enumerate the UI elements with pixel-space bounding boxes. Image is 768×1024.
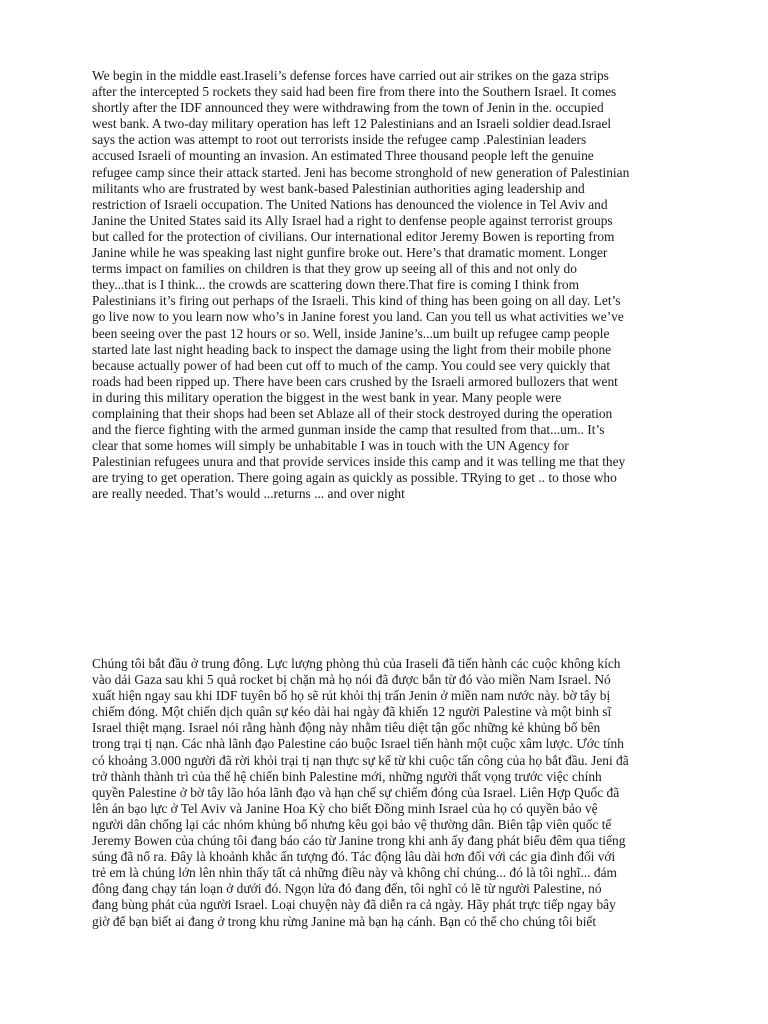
text-line: đang bùng phát của người Israel. Loại chuyện này đã diễn ra cả ngày. Hãy phát trực tiếp ngay bây [92,897,616,913]
text-line: Palestinians it’s firing out perhaps of the Israeli. This kind of thing has been going on all day. Let’s [92,293,621,309]
text-line: complaining that their shops had been set Ablaze all of their stock destroyed during the operation [92,405,613,421]
text-line: chiếm đóng. Một chiến dịch quân sự kéo dài hai ngày đã khiến 12 người Palestine và một binh sĩ [92,704,612,720]
text-line: are trying to get operation. There going again as quickly as possible. TRying to get .. to those who [92,470,617,486]
text-line: Palestinian refugees unura and that provide services inside this camp and it was telling me that they [92,454,626,470]
text-line: vào dải Gaza sau khi 5 quả rocket bị chặn mà họ nói đã được bắn từ đó vào miền Nam Israel. Nó [92,672,611,688]
english-transcript-paragraph [92,68,692,503]
text-line: refugee camp since their attack started. Jeni has become stronghold of new generation of Palestinian [92,164,630,180]
text-line: lên án bạo lực ở Tel Aviv và Janine Hoa Kỳ cho biết Đồng minh Israel của họ có quyền bảo vệ [92,800,598,816]
text-line: been seeing over the past 12 hours or so. Well, inside Janine’s...um built up refugee camp people [92,325,610,341]
text-line: shortly after the IDF announced they were withdrawing from the town of Jenin in the. occupied [92,100,604,116]
text-line: We begin in the middle east.Iraseli’s defense forces have carried out air strikes on the gaza strips [92,68,609,83]
text-line: có khoảng 3.000 người đã rời khỏi trại tị nạn thực sự kể từ khi cuộc tấn công của họ bắt đầu. Jeni đã [92,752,629,768]
text-line: and the fierce fighting with the armed gunman inside the camp that resulted from that...um.. It’s [92,422,605,438]
text-line: trở thành thành trì của thế hệ chiến binh Palestine mới, những người thất vọng trước việc chính [92,768,602,784]
text-line: giờ để bạn biết ai đang ở trong khu rừng Janine mà bạn hạ cánh. Bạn có thể cho chúng tôi biết [92,913,597,929]
text-line: trong trại tị nạn. Các nhà lãnh đạo Palestine cáo buộc Israel tiến hành một cuộc xâm lược. Ước tính [92,736,624,752]
text-line: accused Israeli of mounting an invasion. An estimated Three thousand people left the genuine [92,148,594,164]
text-line: Janine while he was speaking last night gunfire broke out. Here’s that dramatic moment. Longer [92,245,608,261]
text-line: người dân chống lại các nhóm khủng bố nhưng kêu gọi bảo vệ thường dân. Biên tập viên quốc tế [92,816,612,832]
text-line: after the intercepted 5 rockets they said had been fire from there into the Southern Israel. It comes [92,84,617,100]
text-line: Janine the United States said its Ally Israel had a right to denfense people against terrorist groups [92,212,613,228]
text-line: Israel thiệt mạng. Israel nói rằng hành động này nhằm tiêu diệt tận gốc những kẻ khủng bố bên [92,720,601,736]
text-line: clear that some homes will simply be unhabitable I was in touch with the UN Agency for [92,438,569,454]
text-line: in during this military operation the biggest in the west bank in year. Many people were [92,389,562,405]
text-line: terms impact on families on children is that they grow up seeing all of this and not only do [92,261,577,277]
text-line: súng đã nổ ra. Đây là khoảnh khắc ấn tượng đó. Tác động lâu dài hơn đối với các gia đình đối với [92,849,616,865]
text-line: đông đang chạy tán loạn ở dưới đó. Ngọn lửa đó đang đến, tôi nghĩ có lẽ từ người Palestine, nó [92,881,602,897]
text-line: Jeremy Bowen của chúng tôi đang báo cáo từ Janine trong khi anh ấy đang phát biểu đêm qua tiếng [92,833,626,849]
text-line: quyền Palestine ở bờ tây lão hóa lãnh đạo và hạn chế sự chiếm đóng của Israel. Liên Hợp Quốc đã [92,784,620,800]
text-line: roads had been ripped up. There have been cars crushed by the Israeli armored bullozers that went [92,373,618,389]
text-line: but called for the protection of civilians. Our international editor Jeremy Bowen is reporting from [92,228,615,244]
text-line: because actually power of had been cut off to much of the camp. You could see very quickly that [92,357,611,373]
text-line: militants who are frustrated by west bank-based Palestinian authorities aging leadership and [92,180,585,196]
text-line: restriction of Israeli occupation. The United Nations has denounced the violence in Tel Aviv and [92,196,608,212]
text-line: trẻ em là chúng lớn lên nhìn thấy tất cả những điều này và không chỉ chúng... đó là tôi nghĩ... đám [92,865,617,881]
text-line: go live now to you learn now who’s in Janine forest you land. Can you tell us what activities we’ve [92,309,624,325]
text-line: started late last night heading back to inspect the damage using the light from their mobile phone [92,341,612,357]
vietnamese-translation-paragraph [92,656,692,930]
text-line: xuất hiện ngay sau khi IDF tuyên bố họ sẽ rút khỏi thị trấn Jenin ở miền nam nước này. bờ tây bị [92,688,611,704]
text-line: says the action was attempt to root out terrorists inside the refugee camp .Palestinian leaders [92,132,587,148]
text-line: are really needed. That’s would ...returns ... and over night [92,486,405,502]
text-line: they...that is I think... the crowds are scattering down there.That fire is coming I think from [92,277,580,293]
text-line: Chúng tôi bắt đầu ở trung đông. Lực lượng phòng thủ của Iraseli đã tiến hành các cuộc không kích [92,656,621,671]
text-line: west bank. A two-day military operation has left 12 Palestinians and an Israeli soldier dead.Israel [92,116,612,132]
